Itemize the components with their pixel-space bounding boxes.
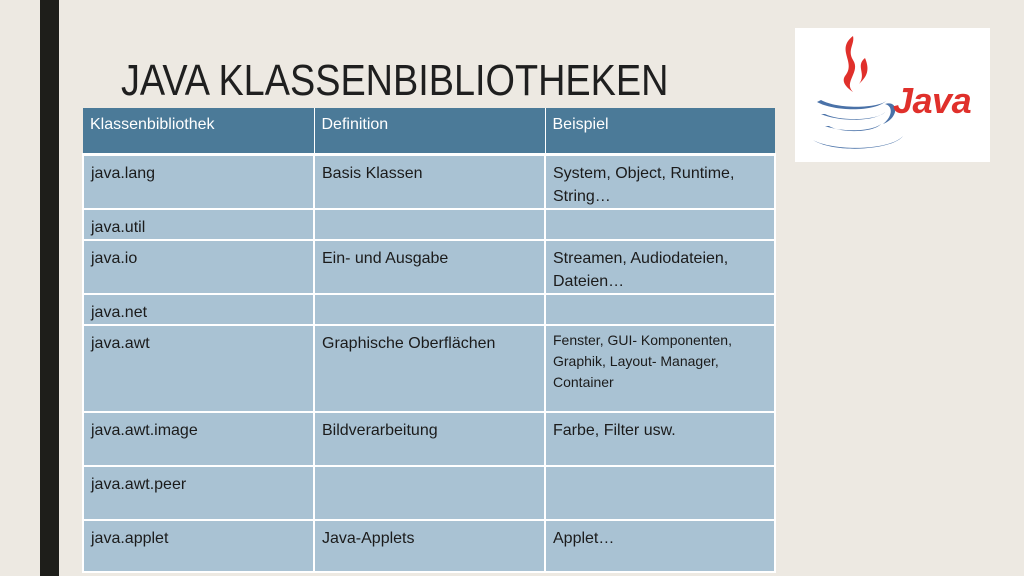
cell-definition: Basis Klassen [314,154,545,209]
table-row [83,209,775,240]
cell-definition: Java-Applets [314,520,545,572]
cell-lib: java.awt.image [83,412,314,466]
cell-lib: java.util [83,209,314,240]
table-row [83,325,775,412]
cell-lib: java.net [83,294,314,325]
cell-definition [314,294,545,325]
cell-example [545,466,775,520]
header-beispiel: Beispiel [545,108,775,154]
table-row [83,294,775,325]
cell-definition: Bildverarbeitung [314,412,545,466]
cell-example: Farbe, Filter usw. [545,412,775,466]
cell-definition: Ein- und Ausgabe [314,240,545,294]
cell-definition [314,466,545,520]
cell-example: Streamen, Audiodateien, Dateien… [545,240,775,294]
cell-example [545,209,775,240]
cell-definition [314,209,545,240]
cell-example: System, Object, Runtime, String… [545,154,775,209]
cell-lib: java.applet [83,520,314,572]
class-library-table [82,108,776,573]
cell-lib: java.io [83,240,314,294]
slide-title: JAVA KLASSENBIBLIOTHEKEN [121,56,669,105]
header-definition: Definition [314,108,545,154]
table-row [83,520,775,572]
table-header-row [83,108,775,154]
cell-lib: java.lang [83,154,314,209]
table-row [83,154,775,209]
table-row [83,466,775,520]
cell-example [545,294,775,325]
left-accent-bar [40,0,59,576]
header-klassenbibliothek: Klassenbibliothek [83,108,314,154]
cell-definition: Graphische Oberflächen [314,325,545,412]
cell-lib: java.awt [83,325,314,412]
table-row [83,240,775,294]
cell-example: Fenster, GUI- Komponenten, Graphik, Layout- Manager, Container [545,325,775,412]
cell-lib: java.awt.peer [83,466,314,520]
cell-example: Applet… [545,520,775,572]
table-row [83,412,775,466]
java-logo-text: Java [893,80,972,121]
